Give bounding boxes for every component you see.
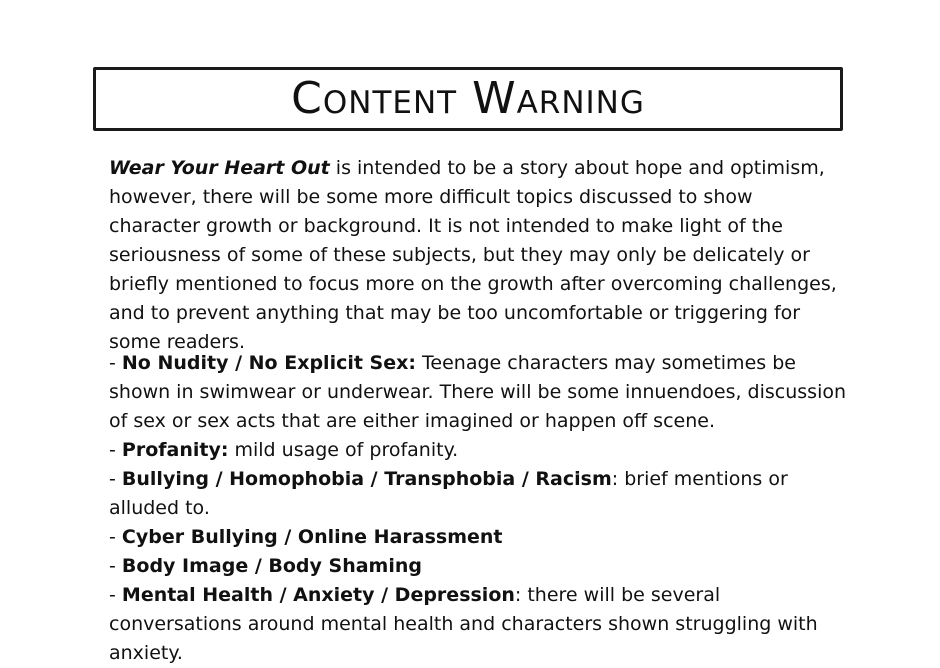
warning-description: mild usage of profanity. — [228, 439, 459, 461]
warning-item-mental-health — [109, 581, 849, 668]
warning-prefix: - — [109, 584, 122, 606]
title-box — [93, 67, 843, 131]
warning-topic: Body Image / Body Shaming — [121, 555, 422, 577]
warning-item-profanity — [109, 436, 849, 465]
warning-prefix: - — [109, 526, 122, 548]
warning-prefix: - — [109, 468, 122, 490]
warning-topic: Profanity: — [121, 439, 229, 461]
book-title: Wear Your Heart Out — [109, 157, 330, 179]
page-title: Content Warning — [291, 73, 645, 124]
warning-topic: No Nudity / No Explicit Sex: — [121, 352, 416, 374]
warning-prefix: - — [109, 352, 122, 374]
warning-list — [109, 349, 849, 668]
warning-item-cyber-bullying — [109, 523, 849, 552]
warning-item-body-image — [109, 552, 849, 581]
warning-prefix: - — [109, 439, 122, 461]
warning-topic: Mental Health / Anxiety / Depression — [121, 584, 515, 606]
warning-description: Teenage characters may sometimes be shown in swimwear or underwear. There will be some innuendoes, discussion of sex or sex acts that are either imagined or happen off scene. — [109, 352, 847, 432]
intro-text: is intended to be a story about hope and optimism, however, there will be some more difficult topics discussed to show character growth or background. It is not intended to make light of the seriousness of some of these subjects, but they may only be delicately or briefly mentioned to focus more on the growth after overcoming challenges, and to prevent anything that may be too uncomfortable or triggering for some readers. — [109, 157, 837, 353]
warning-topic: Cyber Bullying / Online Harassment — [121, 526, 503, 548]
warning-prefix: - — [109, 555, 122, 577]
warning-description: : there will be several conversations around mental health and characters shown struggling with anxiety. — [109, 584, 818, 664]
warning-topic: Bullying / Homophobia / Transphobia / Racism — [121, 468, 612, 490]
intro-paragraph — [109, 154, 849, 357]
warning-item-nudity — [109, 349, 849, 436]
warning-item-bullying — [109, 465, 849, 523]
warning-description: : brief mentions or alluded to. — [109, 468, 788, 519]
